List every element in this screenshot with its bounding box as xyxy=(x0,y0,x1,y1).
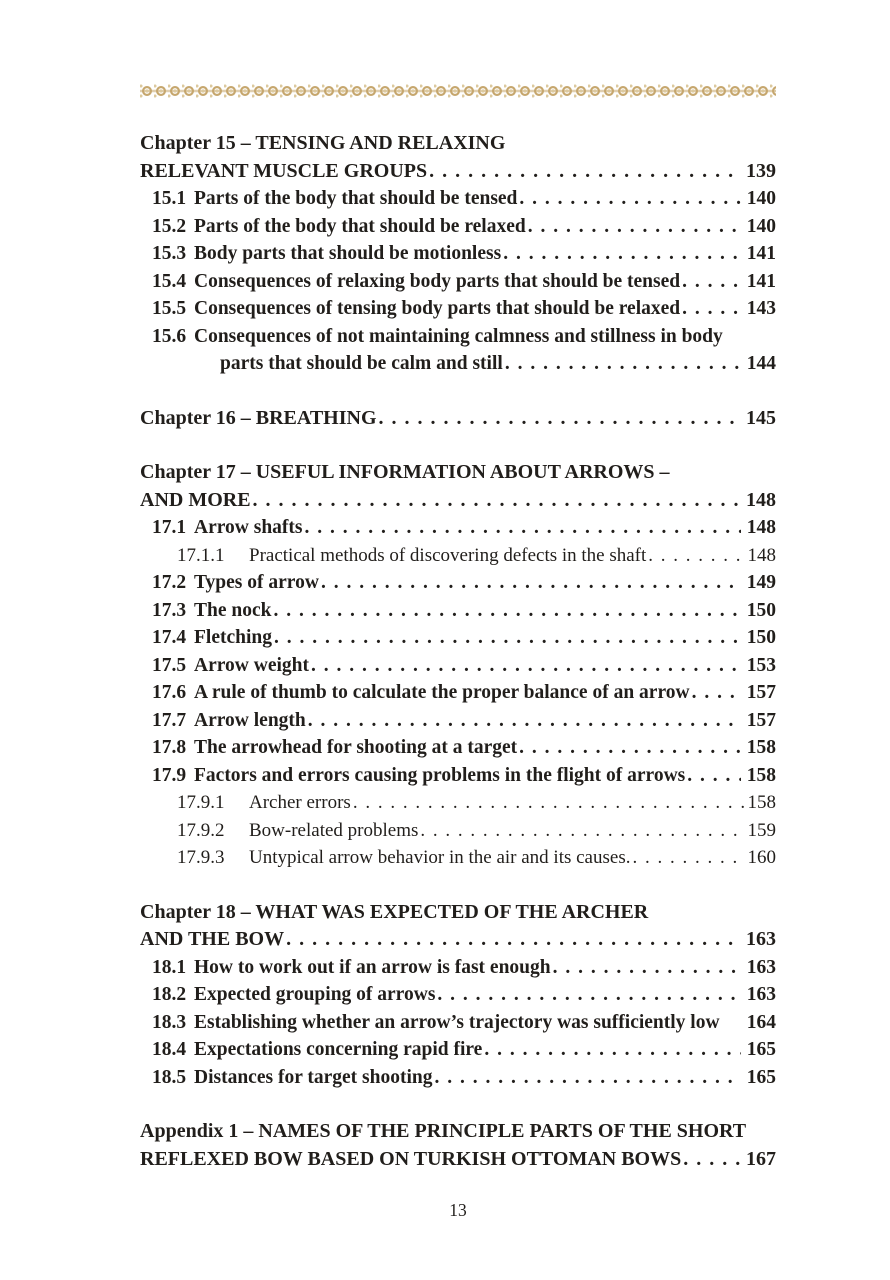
toc-entry xyxy=(140,1118,776,1173)
toc-entry-line xyxy=(140,624,776,652)
toc-entry-line xyxy=(140,295,776,323)
toc-entry-number: 17.9 xyxy=(152,764,187,786)
page-number-footer: 13 xyxy=(449,1200,467,1220)
toc-entry xyxy=(140,789,776,817)
leader-dots xyxy=(505,350,741,378)
toc-page-number: 148 xyxy=(747,544,776,566)
toc-entry-line xyxy=(140,789,776,817)
toc-entry-line xyxy=(140,1036,776,1064)
toc-page-number: 150 xyxy=(746,627,776,648)
toc-page-number: 143 xyxy=(746,298,776,319)
toc-entry-line xyxy=(140,679,776,707)
leader-dots xyxy=(429,158,740,186)
toc-entry-line xyxy=(140,240,776,268)
toc-entry-number: 18.1 xyxy=(152,956,187,978)
toc-entry-title: Distances for target shooting xyxy=(194,1066,433,1088)
toc-page-number: 150 xyxy=(746,599,776,621)
toc-entry-title: Chapter 17 – USEFUL INFORMATION ABOUT ARROWS – xyxy=(140,461,670,483)
leader-dots xyxy=(519,185,740,213)
toc-entry xyxy=(140,707,776,735)
toc-entry xyxy=(140,624,776,652)
page-content xyxy=(140,83,776,1173)
toc-entry xyxy=(140,954,776,982)
toc-entry-title: How to work out if an arrow is fast enough xyxy=(194,956,551,978)
toc-page-number: 163 xyxy=(746,984,776,1005)
toc-entry xyxy=(140,762,776,790)
toc-page-number: 163 xyxy=(746,956,776,978)
ornamental-border xyxy=(140,83,776,99)
toc-entry-number: 18.4 xyxy=(152,1039,187,1060)
toc-entry-title: Consequences of relaxing body parts that should be tensed xyxy=(194,270,681,292)
toc-entry-title: parts that should be calm and still xyxy=(220,353,503,374)
toc-entry-title: Body parts that should be motionless xyxy=(194,243,502,264)
toc-entry-line xyxy=(140,707,776,735)
leader-dots xyxy=(687,762,740,790)
toc-page-number: 140 xyxy=(746,215,776,237)
toc-entry xyxy=(140,405,776,433)
toc-entry xyxy=(140,323,776,378)
leader-dots xyxy=(321,569,741,597)
toc-entry-number: 17.6 xyxy=(152,682,187,703)
toc-entry-line xyxy=(140,350,776,378)
leader-dots xyxy=(274,624,741,652)
leader-dots xyxy=(484,1036,740,1064)
toc-entry-line xyxy=(140,323,776,351)
toc-page-number: 160 xyxy=(747,847,776,868)
leader-dots xyxy=(253,487,740,515)
toc-entry-line xyxy=(140,514,776,542)
toc-entry-line xyxy=(140,597,776,625)
toc-entry xyxy=(140,597,776,625)
toc-entry-line xyxy=(140,926,776,954)
toc-entry xyxy=(140,899,776,954)
toc-entry-title: REFLEXED BOW BASED ON TURKISH OTTOMAN BOWS xyxy=(140,1147,682,1170)
toc-page-number: 157 xyxy=(746,709,776,731)
toc-entry-number: 15.5 xyxy=(152,298,187,319)
toc-entry-number: 18.5 xyxy=(152,1066,187,1088)
leader-dots xyxy=(379,405,740,433)
toc-entry xyxy=(140,185,776,213)
toc-entry-number: 17.9.1 xyxy=(177,792,225,813)
toc-entry-title: Chapter 18 – WHAT WAS EXPECTED OF THE ARCHER xyxy=(140,900,649,923)
toc-entry-title: Fletching xyxy=(194,627,272,648)
toc-entry-title: Appendix 1 – NAMES OF THE PRINCIPLE PARTS OF THE SHORT xyxy=(140,1120,747,1142)
leader-dots xyxy=(311,652,741,680)
leader-dots xyxy=(682,268,741,296)
leader-dots xyxy=(519,734,741,762)
toc-entry-number: 17.3 xyxy=(152,599,187,621)
toc-entry-line xyxy=(140,762,776,790)
toc-entry xyxy=(140,268,776,296)
toc-entry xyxy=(140,981,776,1009)
toc-entry xyxy=(140,130,776,185)
leader-dots xyxy=(308,707,741,735)
toc-entry xyxy=(140,844,776,872)
leader-dots xyxy=(503,240,741,268)
toc-page-number: 159 xyxy=(747,819,776,841)
toc-page-number: 158 xyxy=(747,792,776,813)
leader-dots xyxy=(437,981,740,1009)
toc-entry-title: Arrow weight xyxy=(194,654,309,676)
toc-entry-line xyxy=(140,459,776,487)
leader-dots xyxy=(683,1146,740,1174)
toc-page-number: 167 xyxy=(746,1147,776,1170)
toc-entry-line xyxy=(140,268,776,296)
table-of-contents xyxy=(140,130,776,1173)
toc-entry-line xyxy=(140,899,776,927)
toc-entry-title: RELEVANT MUSCLE GROUPS xyxy=(140,159,428,182)
toc-entry-line xyxy=(140,844,776,872)
toc-entry-title: Establishing whether an arrow’s trajectory was sufficiently low xyxy=(194,1011,720,1033)
toc-entry-title: AND THE BOW xyxy=(140,928,285,950)
toc-entry-number: 17.9.2 xyxy=(177,819,225,841)
leader-dots xyxy=(553,954,741,982)
leader-dots xyxy=(528,213,741,241)
toc-entry-title: A rule of thumb to calculate the proper balance of an arrow xyxy=(194,682,690,703)
toc-entry-title: Bow-related problems xyxy=(249,819,419,841)
toc-entry xyxy=(140,679,776,707)
toc-entry xyxy=(140,213,776,241)
leader-dots xyxy=(692,679,741,707)
toc-entry-number: 17.8 xyxy=(152,737,187,758)
toc-entry-title: Parts of the body that should be relaxed xyxy=(194,215,526,237)
toc-entry xyxy=(140,569,776,597)
toc-entry-line xyxy=(140,542,776,570)
leader-dots xyxy=(353,789,746,817)
toc-page-number: 149 xyxy=(746,572,776,593)
leader-dots xyxy=(420,817,745,845)
toc-page-number: 148 xyxy=(746,517,776,538)
toc-entry-number: 15.4 xyxy=(152,270,187,292)
toc-entry xyxy=(140,1009,776,1037)
toc-page-number: 158 xyxy=(746,737,776,758)
leader-dots xyxy=(682,295,741,323)
toc-entry xyxy=(140,240,776,268)
toc-entry xyxy=(140,542,776,570)
leader-dots xyxy=(273,597,740,625)
toc-entry-title: Parts of the body that should be tensed xyxy=(194,188,518,209)
toc-page-number: 153 xyxy=(746,654,776,676)
toc-page-number: 157 xyxy=(746,682,776,703)
toc-entry-number: 15.3 xyxy=(152,243,187,264)
toc-entry-title: Chapter 16 – BREATHING xyxy=(140,406,377,429)
toc-entry xyxy=(140,817,776,845)
toc-entry-line xyxy=(140,652,776,680)
toc-page-number: 148 xyxy=(746,488,776,511)
toc-entry-title: Chapter 15 – TENSING AND RELAXING xyxy=(140,132,506,154)
leader-dots xyxy=(305,514,741,542)
toc-entry-number: 17.1.1 xyxy=(177,544,225,566)
toc-entry-line xyxy=(140,213,776,241)
toc-page-number: 141 xyxy=(746,243,776,264)
toc-entry-line xyxy=(140,1118,776,1146)
toc-entry-line xyxy=(140,130,776,158)
toc-entry-line xyxy=(140,487,776,515)
leader-dots xyxy=(648,542,745,570)
toc-entry-line xyxy=(140,569,776,597)
toc-entry-line xyxy=(140,405,776,433)
toc-entry xyxy=(140,514,776,542)
leader-dots xyxy=(435,1064,741,1092)
toc-entry-title: Arrow shafts xyxy=(194,517,303,538)
toc-entry-title: Archer errors xyxy=(249,792,351,813)
toc-entry-title: Untypical arrow behavior in the air and its causes. xyxy=(249,847,631,868)
toc-entry-number: 17.9.3 xyxy=(177,847,225,868)
toc-entry-number: 15.2 xyxy=(152,215,187,237)
toc-entry-number: 17.4 xyxy=(152,627,187,648)
toc-entry-line xyxy=(140,954,776,982)
leader-dots xyxy=(286,926,740,954)
toc-entry-title: Expected grouping of arrows xyxy=(194,984,436,1005)
toc-entry-title: Factors and errors causing problems in the flight of arrows xyxy=(194,764,686,786)
toc-entry xyxy=(140,734,776,762)
toc-page-number: 165 xyxy=(746,1039,776,1060)
toc-page-number: 140 xyxy=(746,188,776,209)
toc-entry-title: AND MORE xyxy=(140,488,251,511)
toc-page-number: 164 xyxy=(746,1011,776,1033)
toc-entry-number: 18.3 xyxy=(152,1011,187,1033)
toc-entry-number: 17.2 xyxy=(152,572,187,593)
toc-entry-line xyxy=(140,734,776,762)
leader-dots xyxy=(632,844,745,872)
toc-entry-line xyxy=(140,1064,776,1092)
toc-page-number: 141 xyxy=(746,270,776,292)
toc-page-number: 158 xyxy=(746,764,776,786)
toc-entry-number: 15.1 xyxy=(152,188,187,209)
toc-entry xyxy=(140,295,776,323)
toc-entry-line xyxy=(140,158,776,186)
toc-page-number: 144 xyxy=(746,353,776,374)
toc-entry-title: The nock xyxy=(194,599,272,621)
toc-entry-title: Consequences of tensing body parts that should be relaxed xyxy=(194,298,681,319)
toc-entry-line xyxy=(140,817,776,845)
toc-entry-number: 17.1 xyxy=(152,517,187,538)
toc-entry-number: 17.7 xyxy=(152,709,187,731)
toc-entry-line xyxy=(140,1146,776,1174)
toc-page-number: 165 xyxy=(746,1066,776,1088)
toc-entry-number: 17.5 xyxy=(152,654,187,676)
toc-entry-title: Expectations concerning rapid fire xyxy=(194,1039,483,1060)
toc-entry-line xyxy=(140,981,776,1009)
toc-page-number: 145 xyxy=(746,406,776,429)
toc-page-number: 139 xyxy=(746,159,776,182)
toc-entry-title: The arrowhead for shooting at a target xyxy=(194,737,518,758)
toc-entry-line xyxy=(140,185,776,213)
toc-page-number: 163 xyxy=(746,928,776,950)
toc-entry xyxy=(140,1036,776,1064)
toc-entry-number: 18.2 xyxy=(152,984,187,1005)
toc-entry-line xyxy=(140,1009,776,1037)
toc-entry xyxy=(140,459,776,514)
toc-entry-title: Arrow length xyxy=(194,709,306,731)
toc-entry-title: Consequences of not maintaining calmness and stillness in body xyxy=(194,325,723,347)
toc-entry xyxy=(140,1064,776,1092)
toc-entry xyxy=(140,652,776,680)
toc-entry-number: 15.6 xyxy=(152,325,187,347)
toc-entry-title: Types of arrow xyxy=(194,572,319,593)
toc-entry-title: Practical methods of discovering defects in the shaft xyxy=(249,544,647,566)
